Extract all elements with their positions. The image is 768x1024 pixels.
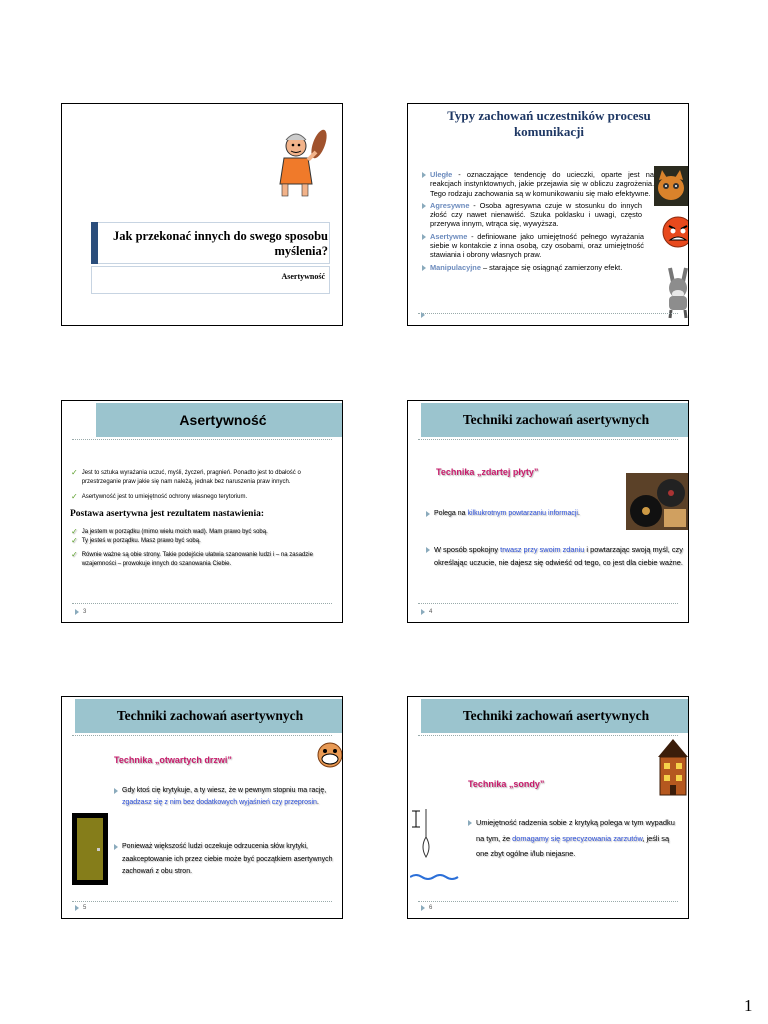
bullet-icon [422,203,426,209]
page-number-text: 3 [83,609,87,615]
bullet-icon [422,172,426,178]
page-number [421,609,432,615]
bullet-icon [114,844,118,850]
bullet-icon [468,820,472,826]
item-text: Ja jestem w porządku (mimo wielu moich wad). Mam prawo być sobą. [81,529,268,535]
check-icon: ✓ [71,492,78,501]
arrow-icon [421,905,425,911]
list-item [114,785,343,809]
page-number [75,905,86,911]
check-icon: ✓ [71,550,78,559]
page-number: 1 [744,996,753,1015]
arrow-icon [75,609,79,615]
bullet-icon [422,234,426,240]
term-label: Manipulacyjne [430,262,481,272]
item-text: Asertywność jest to umiejętność ochrony własnego terytorium. [81,494,248,500]
check-icon: ✓ [71,535,78,545]
item-text: i powtarzając swoją myśl, czy określając uczucie, nie dajesz się odwieść od tego, co jest dla ciebie ważne. [434,545,683,567]
bullet-icon [422,265,426,271]
technique-title: Technika „zdartej płyty” [436,467,539,477]
list-item [71,551,336,568]
list-item [468,815,680,862]
list-item [422,263,654,272]
slide-title: Techniki zachowań asertywnych [75,699,343,733]
highlight-text: domagamy się sprecyzowania zarzutów [512,833,643,843]
item-text: Umiejętność radzenia sobie z krytyką polega w tym wypadku na tym, że [476,818,675,843]
list-item [71,528,336,537]
slide-5 [61,696,343,919]
donkey-icon [660,266,689,320]
item-text: W sposób spokojny [434,545,501,554]
arrow-icon [75,905,79,911]
divider [72,901,332,902]
page-number-text: 4 [429,609,433,615]
list-item [422,170,654,198]
item-text: . [577,510,580,517]
item-text: . [316,799,319,806]
item-text: Gdy ktoś cię krytykuje, a ty wiesz, że w pewnym stopniu ma rację, [122,787,327,794]
section-heading: Postawa asertywna jest rezultatem nastawienia: [70,508,265,519]
list-item [422,232,644,260]
slide-3 [61,400,343,623]
door-image [72,813,108,885]
arrow-icon [421,312,425,318]
caveman-icon [272,126,332,198]
list-item [426,509,626,519]
cat-icon [654,166,688,206]
page-number-text: 5 [83,905,87,911]
slide-title: Typy zachowań uczestników procesu komunikacji [447,108,651,139]
highlight-text: kilkukrotnym powtarzaniu informacji [467,510,578,517]
item-text: – starające się osiągnąć zamierzony efekt. [480,262,623,272]
slide-title: Asertywność [96,403,343,437]
item-text: Ty jesteś w porządku. Masz prawo być sobą. [81,537,201,544]
item-text: Ponieważ większość ludzi oczekuje odrzucenia słów krytyki, zaakceptowanie ich przez ciebie może być początkiem asertywnych zachowań z obu stron. [122,843,333,875]
list-item [422,201,642,229]
item-text: Równie ważne są obie strony. Takie podejście ułatwia szanowanie ludzi i – na zasadzie wzajemności – prowokuje innych do szanowania Ciebie. [81,552,313,567]
page-number [421,312,425,318]
slide-title: Techniki zachowań asertywnych [421,699,689,733]
slide-1 [61,103,343,326]
arrow-icon [421,609,425,615]
list-item [71,469,336,486]
slide-2 [407,103,689,326]
bullet-icon [426,547,430,553]
content [71,469,336,568]
term-label: Uległe [430,170,453,179]
term-label: Agresywne [430,200,470,210]
item-text: Jest to sztuka wyrażania uczuć, myśli, życzeń, pragnień. Ponadto jest to dbałość o przestrzeganie praw jakie się nam należą, jednak bez naruszenia praw innych. [81,470,301,485]
angry-face-icon [660,212,689,252]
divider [72,603,332,604]
divider [72,735,332,736]
item-list [422,170,654,272]
slide-title: Techniki zachowań asertywnych [421,403,689,437]
divider [72,439,332,440]
laughing-face-icon [316,741,343,769]
divider [418,735,678,736]
divider [418,439,678,440]
records-image [626,473,688,530]
probe-icon [410,807,460,883]
item-text: - definiowane jako umiejętność pełnego wyrażania siebie w kontakcie z inna osobą, czy osobami, oraz umiejętność stawiania i obrony własnych praw. [430,231,644,260]
check-icon: ✓ [71,468,78,477]
haunted-house-icon [654,737,689,797]
page-number [75,609,86,615]
slide-title: Jak przekonać innych do swego sposobu myślenia? [113,229,328,258]
page-number-text: 6 [429,905,433,911]
bullet-icon [426,511,430,517]
item-text: - oznaczające tendencję do ucieczki, oparte jest na reakcjach instynktownych, jakie przejawia się w obliczu zagrożenia. Tego rodzaju zachowania są w komunikowaniu się mało efektywne. [430,170,654,198]
highlight-text: trwasz przy swoim zdaniu [500,545,585,554]
divider [418,901,678,902]
highlight-text: zgadzasz się z nim bez dodatkowych wyjaśnień czy przeprosin [122,799,317,806]
slide-6 [407,696,689,919]
technique-title: Technika „otwartych drzwi” [114,755,232,765]
item-text: - Osoba agresywna czuje w stosunku do innych złość czy nawet nienawiść. Szuka poklasku i uwagi, często przerywa innym, wtrąca się, wywyższa. [430,200,642,229]
slide-subtitle: Asertywność [281,272,325,281]
list-item [71,537,336,546]
technique-title: Technika „sondy” [468,779,545,789]
item-text: Polega na [434,510,468,517]
title-accent-bar [91,222,98,264]
list-item [71,493,336,502]
check-icon: ✓ [71,527,78,536]
term-label: Asertywne [430,231,468,241]
divider [418,603,678,604]
list-item [114,841,343,879]
bullet-icon [114,788,118,794]
slide-4 [407,400,689,623]
list-item [426,543,688,569]
divider [418,313,678,314]
page-number [421,905,432,911]
item-text: , jeśli są one zbyt ogólne i/lub niejasne. [476,833,670,858]
